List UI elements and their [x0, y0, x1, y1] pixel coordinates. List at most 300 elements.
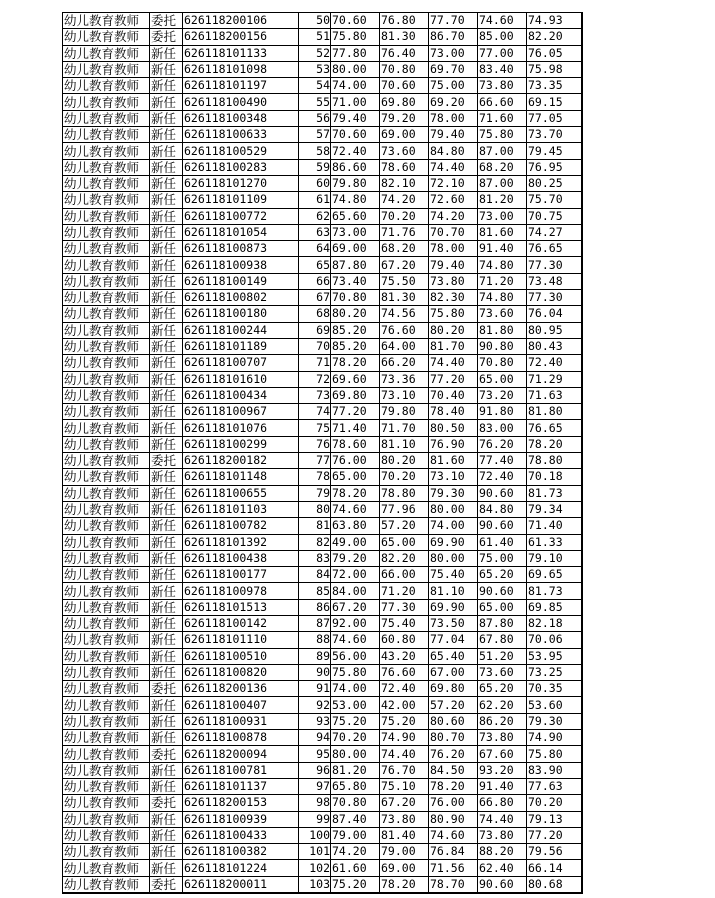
rank-cell: 97	[299, 778, 331, 794]
rank-cell: 99	[299, 811, 331, 827]
total-score-cell: 76.04	[527, 306, 583, 322]
exam-id-cell: 626118100490	[183, 94, 299, 110]
score3-cell: 80.70	[429, 730, 478, 746]
score4-cell: 73.20	[478, 387, 527, 403]
table-row	[63, 159, 583, 175]
hire-type-cell: 新任	[150, 208, 183, 224]
exam-id-cell: 626118101133	[183, 45, 299, 61]
score3-cell: 65.40	[429, 648, 478, 664]
rank-cell: 80	[299, 501, 331, 517]
total-score-cell: 78.80	[527, 453, 583, 469]
total-score-cell: 80.95	[527, 322, 583, 338]
score2-cell: 70.20	[380, 208, 429, 224]
table-row	[63, 746, 583, 762]
total-score-cell: 76.65	[527, 241, 583, 257]
score4-cell: 86.20	[478, 713, 527, 729]
table-row	[63, 795, 583, 811]
exam-id-cell: 626118200106	[183, 13, 299, 29]
score1-cell: 70.80	[331, 290, 380, 306]
table-row	[63, 45, 583, 61]
score1-cell: 81.20	[331, 762, 380, 778]
rank-cell: 96	[299, 762, 331, 778]
table-row	[63, 713, 583, 729]
rank-cell: 76	[299, 436, 331, 452]
score3-cell: 86.70	[429, 29, 478, 45]
exam-id-cell: 626118101109	[183, 192, 299, 208]
score2-cell: 69.00	[380, 860, 429, 876]
total-score-cell: 81.73	[527, 485, 583, 501]
exam-id-cell: 626118100938	[183, 257, 299, 273]
score2-cell: 57.20	[380, 518, 429, 534]
rank-cell: 78	[299, 469, 331, 485]
post-cell: 幼儿教育教师	[63, 664, 150, 680]
exam-id-cell: 626118100407	[183, 697, 299, 713]
rank-cell: 102	[299, 860, 331, 876]
total-score-cell: 66.14	[527, 860, 583, 876]
score1-cell: 87.40	[331, 811, 380, 827]
score2-cell: 71.20	[380, 583, 429, 599]
score3-cell: 67.00	[429, 664, 478, 680]
score3-cell: 76.90	[429, 436, 478, 452]
table-row	[63, 778, 583, 794]
rank-cell: 83	[299, 550, 331, 566]
score3-cell: 74.00	[429, 518, 478, 534]
score3-cell: 73.00	[429, 45, 478, 61]
total-score-cell: 83.90	[527, 762, 583, 778]
total-score-cell: 79.34	[527, 501, 583, 517]
post-cell: 幼儿教育教师	[63, 290, 150, 306]
score4-cell: 73.80	[478, 730, 527, 746]
score2-cell: 76.40	[380, 45, 429, 61]
post-cell: 幼儿教育教师	[63, 453, 150, 469]
exam-id-cell: 626118101076	[183, 420, 299, 436]
exam-id-cell: 626118100348	[183, 110, 299, 126]
table-row	[63, 436, 583, 452]
score1-cell: 78.20	[331, 485, 380, 501]
score2-cell: 70.60	[380, 78, 429, 94]
total-score-cell: 70.20	[527, 795, 583, 811]
rank-cell: 92	[299, 697, 331, 713]
score4-cell: 84.80	[478, 501, 527, 517]
score2-cell: 69.00	[380, 127, 429, 143]
score1-cell: 65.80	[331, 778, 380, 794]
rank-cell: 55	[299, 94, 331, 110]
table-row	[63, 501, 583, 517]
hire-type-cell: 新任	[150, 778, 183, 794]
table-row	[63, 681, 583, 697]
post-cell: 幼儿教育教师	[63, 224, 150, 240]
exam-id-cell: 626118101110	[183, 632, 299, 648]
total-score-cell: 76.65	[527, 420, 583, 436]
hire-type-cell: 新任	[150, 45, 183, 61]
post-cell: 幼儿教育教师	[63, 860, 150, 876]
score4-cell: 70.80	[478, 355, 527, 371]
post-cell: 幼儿教育教师	[63, 534, 150, 550]
post-cell: 幼儿教育教师	[63, 567, 150, 583]
score1-cell: 79.00	[331, 827, 380, 843]
exam-id-cell: 626118101610	[183, 371, 299, 387]
score3-cell: 73.50	[429, 615, 478, 631]
score3-cell: 79.40	[429, 257, 478, 273]
score4-cell: 83.00	[478, 420, 527, 436]
total-score-cell: 80.68	[527, 876, 583, 893]
post-cell: 幼儿教育教师	[63, 94, 150, 110]
score4-cell: 90.60	[478, 876, 527, 893]
score4-cell: 65.20	[478, 681, 527, 697]
hire-type-cell: 新任	[150, 371, 183, 387]
exam-id-cell: 626118100244	[183, 322, 299, 338]
hire-type-cell: 新任	[150, 697, 183, 713]
score4-cell: 74.80	[478, 257, 527, 273]
rank-cell: 86	[299, 599, 331, 615]
post-cell: 幼儿教育教师	[63, 387, 150, 403]
score1-cell: 65.60	[331, 208, 380, 224]
score3-cell: 57.20	[429, 697, 478, 713]
exam-id-cell: 626118101098	[183, 61, 299, 77]
score1-cell: 86.60	[331, 159, 380, 175]
total-score-cell: 80.43	[527, 338, 583, 354]
score3-cell: 69.90	[429, 534, 478, 550]
hire-type-cell: 新任	[150, 110, 183, 126]
score3-cell: 84.50	[429, 762, 478, 778]
score4-cell: 73.60	[478, 306, 527, 322]
hire-type-cell: 新任	[150, 404, 183, 420]
score1-cell: 70.60	[331, 13, 380, 29]
hire-type-cell: 新任	[150, 615, 183, 631]
post-cell: 幼儿教育教师	[63, 404, 150, 420]
score4-cell: 90.80	[478, 338, 527, 354]
score1-cell: 61.60	[331, 860, 380, 876]
rank-cell: 63	[299, 224, 331, 240]
table-row	[63, 404, 583, 420]
post-cell: 幼儿教育教师	[63, 45, 150, 61]
total-score-cell: 73.35	[527, 78, 583, 94]
post-cell: 幼儿教育教师	[63, 159, 150, 175]
post-cell: 幼儿教育教师	[63, 29, 150, 45]
score4-cell: 81.80	[478, 322, 527, 338]
hire-type-cell: 新任	[150, 241, 183, 257]
total-score-cell: 79.10	[527, 550, 583, 566]
exam-id-cell: 626118100655	[183, 485, 299, 501]
total-score-cell: 79.45	[527, 143, 583, 159]
score1-cell: 73.00	[331, 224, 380, 240]
post-cell: 幼儿教育教师	[63, 13, 150, 29]
score1-cell: 75.20	[331, 876, 380, 893]
score3-cell: 80.60	[429, 713, 478, 729]
score3-cell: 77.04	[429, 632, 478, 648]
exam-id-cell: 626118100433	[183, 827, 299, 843]
score2-cell: 78.20	[380, 876, 429, 893]
post-cell: 幼儿教育教师	[63, 762, 150, 778]
score4-cell: 85.00	[478, 29, 527, 45]
score2-cell: 75.40	[380, 615, 429, 631]
score3-cell: 70.40	[429, 387, 478, 403]
rank-cell: 67	[299, 290, 331, 306]
score2-cell: 79.80	[380, 404, 429, 420]
hire-type-cell: 新任	[150, 567, 183, 583]
score2-cell: 74.20	[380, 192, 429, 208]
hire-type-cell: 新任	[150, 713, 183, 729]
post-cell: 幼儿教育教师	[63, 127, 150, 143]
score2-cell: 72.40	[380, 681, 429, 697]
exam-id-cell: 626118100177	[183, 567, 299, 583]
score3-cell: 76.00	[429, 795, 478, 811]
total-score-cell: 75.98	[527, 61, 583, 77]
hire-type-cell: 新任	[150, 127, 183, 143]
score3-cell: 78.00	[429, 110, 478, 126]
post-cell: 幼儿教育教师	[63, 730, 150, 746]
score3-cell: 80.50	[429, 420, 478, 436]
table-row	[63, 273, 583, 289]
rank-cell: 91	[299, 681, 331, 697]
score1-cell: 63.80	[331, 518, 380, 534]
total-score-cell: 70.75	[527, 208, 583, 224]
total-score-cell: 82.20	[527, 29, 583, 45]
exam-id-cell: 626118101103	[183, 501, 299, 517]
exam-id-cell: 626118100939	[183, 811, 299, 827]
score4-cell: 87.00	[478, 143, 527, 159]
hire-type-cell: 新任	[150, 355, 183, 371]
rank-cell: 59	[299, 159, 331, 175]
score1-cell: 73.40	[331, 273, 380, 289]
post-cell: 幼儿教育教师	[63, 420, 150, 436]
score4-cell: 65.00	[478, 599, 527, 615]
post-cell: 幼儿教育教师	[63, 583, 150, 599]
rank-cell: 94	[299, 730, 331, 746]
exam-id-cell: 626118101054	[183, 224, 299, 240]
rank-cell: 88	[299, 632, 331, 648]
score2-cell: 60.80	[380, 632, 429, 648]
post-cell: 幼儿教育教师	[63, 257, 150, 273]
total-score-cell: 77.63	[527, 778, 583, 794]
post-cell: 幼儿教育教师	[63, 175, 150, 191]
hire-type-cell: 委托	[150, 29, 183, 45]
score3-cell: 81.70	[429, 338, 478, 354]
exam-id-cell: 626118100283	[183, 159, 299, 175]
exam-id-cell: 626118100633	[183, 127, 299, 143]
total-score-cell: 77.30	[527, 290, 583, 306]
score3-cell: 73.10	[429, 469, 478, 485]
score4-cell: 73.60	[478, 664, 527, 680]
table-row	[63, 306, 583, 322]
table-row	[63, 387, 583, 403]
score2-cell: 82.10	[380, 175, 429, 191]
rank-cell: 72	[299, 371, 331, 387]
hire-type-cell: 新任	[150, 550, 183, 566]
exam-id-cell: 626118100978	[183, 583, 299, 599]
hire-type-cell: 新任	[150, 290, 183, 306]
exam-id-cell: 626118100382	[183, 844, 299, 860]
rank-cell: 87	[299, 615, 331, 631]
rank-cell: 58	[299, 143, 331, 159]
score2-cell: 79.20	[380, 110, 429, 126]
score1-cell: 72.00	[331, 567, 380, 583]
total-score-cell: 75.80	[527, 746, 583, 762]
rank-cell: 74	[299, 404, 331, 420]
hire-type-cell: 新任	[150, 61, 183, 77]
score4-cell: 68.20	[478, 159, 527, 175]
total-score-cell: 73.48	[527, 273, 583, 289]
score3-cell: 77.20	[429, 371, 478, 387]
table-row	[63, 599, 583, 615]
exam-id-cell: 626118100180	[183, 306, 299, 322]
score2-cell: 43.20	[380, 648, 429, 664]
score3-cell: 73.80	[429, 273, 478, 289]
exam-id-cell: 626118100529	[183, 143, 299, 159]
score1-cell: 56.00	[331, 648, 380, 664]
score4-cell: 77.40	[478, 453, 527, 469]
post-cell: 幼儿教育教师	[63, 501, 150, 517]
score4-cell: 62.40	[478, 860, 527, 876]
score4-cell: 90.60	[478, 485, 527, 501]
table-row	[63, 257, 583, 273]
hire-type-cell: 新任	[150, 485, 183, 501]
table-row	[63, 648, 583, 664]
hire-type-cell: 新任	[150, 192, 183, 208]
total-score-cell: 77.05	[527, 110, 583, 126]
post-cell: 幼儿教育教师	[63, 632, 150, 648]
post-cell: 幼儿教育教师	[63, 697, 150, 713]
score2-cell: 75.20	[380, 713, 429, 729]
table-row	[63, 420, 583, 436]
score3-cell: 69.20	[429, 94, 478, 110]
table-row	[63, 192, 583, 208]
total-score-cell: 74.93	[527, 13, 583, 29]
rank-cell: 103	[299, 876, 331, 893]
score2-cell: 81.10	[380, 436, 429, 452]
table-row	[63, 224, 583, 240]
hire-type-cell: 新任	[150, 322, 183, 338]
score2-cell: 74.40	[380, 746, 429, 762]
score1-cell: 80.20	[331, 306, 380, 322]
score4-cell: 65.00	[478, 371, 527, 387]
score4-cell: 90.60	[478, 583, 527, 599]
table-row	[63, 550, 583, 566]
score4-cell: 73.00	[478, 208, 527, 224]
hire-type-cell: 新任	[150, 436, 183, 452]
post-cell: 幼儿教育教师	[63, 876, 150, 893]
score1-cell: 78.20	[331, 355, 380, 371]
rank-cell: 95	[299, 746, 331, 762]
table-row	[63, 322, 583, 338]
score1-cell: 71.00	[331, 94, 380, 110]
hire-type-cell: 新任	[150, 306, 183, 322]
total-score-cell: 71.40	[527, 518, 583, 534]
total-score-cell: 53.95	[527, 648, 583, 664]
exam-id-cell: 626118100782	[183, 518, 299, 534]
score3-cell: 78.20	[429, 778, 478, 794]
score1-cell: 79.80	[331, 175, 380, 191]
score3-cell: 69.70	[429, 61, 478, 77]
post-cell: 幼儿教育教师	[63, 778, 150, 794]
score3-cell: 79.40	[429, 127, 478, 143]
score4-cell: 90.60	[478, 518, 527, 534]
score3-cell: 75.40	[429, 567, 478, 583]
score1-cell: 79.40	[331, 110, 380, 126]
score2-cell: 71.70	[380, 420, 429, 436]
score3-cell: 69.80	[429, 681, 478, 697]
table-row	[63, 615, 583, 631]
exam-id-cell: 626118200156	[183, 29, 299, 45]
rank-cell: 54	[299, 78, 331, 94]
table-row	[63, 632, 583, 648]
rank-cell: 68	[299, 306, 331, 322]
exam-id-cell: 626118101224	[183, 860, 299, 876]
score1-cell: 77.20	[331, 404, 380, 420]
total-score-cell: 73.25	[527, 664, 583, 680]
score4-cell: 93.20	[478, 762, 527, 778]
hire-type-cell: 新任	[150, 224, 183, 240]
exam-id-cell: 626118101189	[183, 338, 299, 354]
score2-cell: 64.00	[380, 338, 429, 354]
score1-cell: 80.00	[331, 61, 380, 77]
table-row	[63, 730, 583, 746]
score3-cell: 76.84	[429, 844, 478, 860]
score1-cell: 69.00	[331, 241, 380, 257]
table-row	[63, 355, 583, 371]
rank-cell: 79	[299, 485, 331, 501]
rank-cell: 64	[299, 241, 331, 257]
total-score-cell: 77.20	[527, 827, 583, 843]
table-row	[63, 13, 583, 29]
post-cell: 幼儿教育教师	[63, 795, 150, 811]
score1-cell: 84.00	[331, 583, 380, 599]
score3-cell: 75.00	[429, 78, 478, 94]
post-cell: 幼儿教育教师	[63, 306, 150, 322]
score3-cell: 74.60	[429, 827, 478, 843]
post-cell: 幼儿教育教师	[63, 550, 150, 566]
score4-cell: 87.80	[478, 615, 527, 631]
post-cell: 幼儿教育教师	[63, 355, 150, 371]
score3-cell: 74.20	[429, 208, 478, 224]
post-cell: 幼儿教育教师	[63, 844, 150, 860]
table-row	[63, 860, 583, 876]
score1-cell: 76.00	[331, 453, 380, 469]
table-row	[63, 175, 583, 191]
exam-id-cell: 626118100510	[183, 648, 299, 664]
hire-type-cell: 新任	[150, 860, 183, 876]
hire-type-cell: 新任	[150, 583, 183, 599]
exam-id-cell: 626118100781	[183, 762, 299, 778]
table-row	[63, 78, 583, 94]
table-row	[63, 811, 583, 827]
score2-cell: 77.96	[380, 501, 429, 517]
total-score-cell: 79.30	[527, 713, 583, 729]
hire-type-cell: 新任	[150, 94, 183, 110]
rank-cell: 70	[299, 338, 331, 354]
score4-cell: 83.40	[478, 61, 527, 77]
hire-type-cell: 新任	[150, 159, 183, 175]
table-row	[63, 127, 583, 143]
hire-type-cell: 委托	[150, 876, 183, 893]
score4-cell: 71.20	[478, 273, 527, 289]
score2-cell: 73.36	[380, 371, 429, 387]
exam-id-cell: 626118200094	[183, 746, 299, 762]
table-row	[63, 469, 583, 485]
score2-cell: 78.80	[380, 485, 429, 501]
score2-cell: 42.00	[380, 697, 429, 713]
score4-cell: 81.20	[478, 192, 527, 208]
exam-id-cell: 626118101270	[183, 175, 299, 191]
post-cell: 幼儿教育教师	[63, 648, 150, 664]
rank-cell: 75	[299, 420, 331, 436]
score1-cell: 87.80	[331, 257, 380, 273]
hire-type-cell: 新任	[150, 175, 183, 191]
score2-cell: 76.60	[380, 322, 429, 338]
score1-cell: 69.80	[331, 387, 380, 403]
score2-cell: 75.10	[380, 778, 429, 794]
total-score-cell: 76.05	[527, 45, 583, 61]
